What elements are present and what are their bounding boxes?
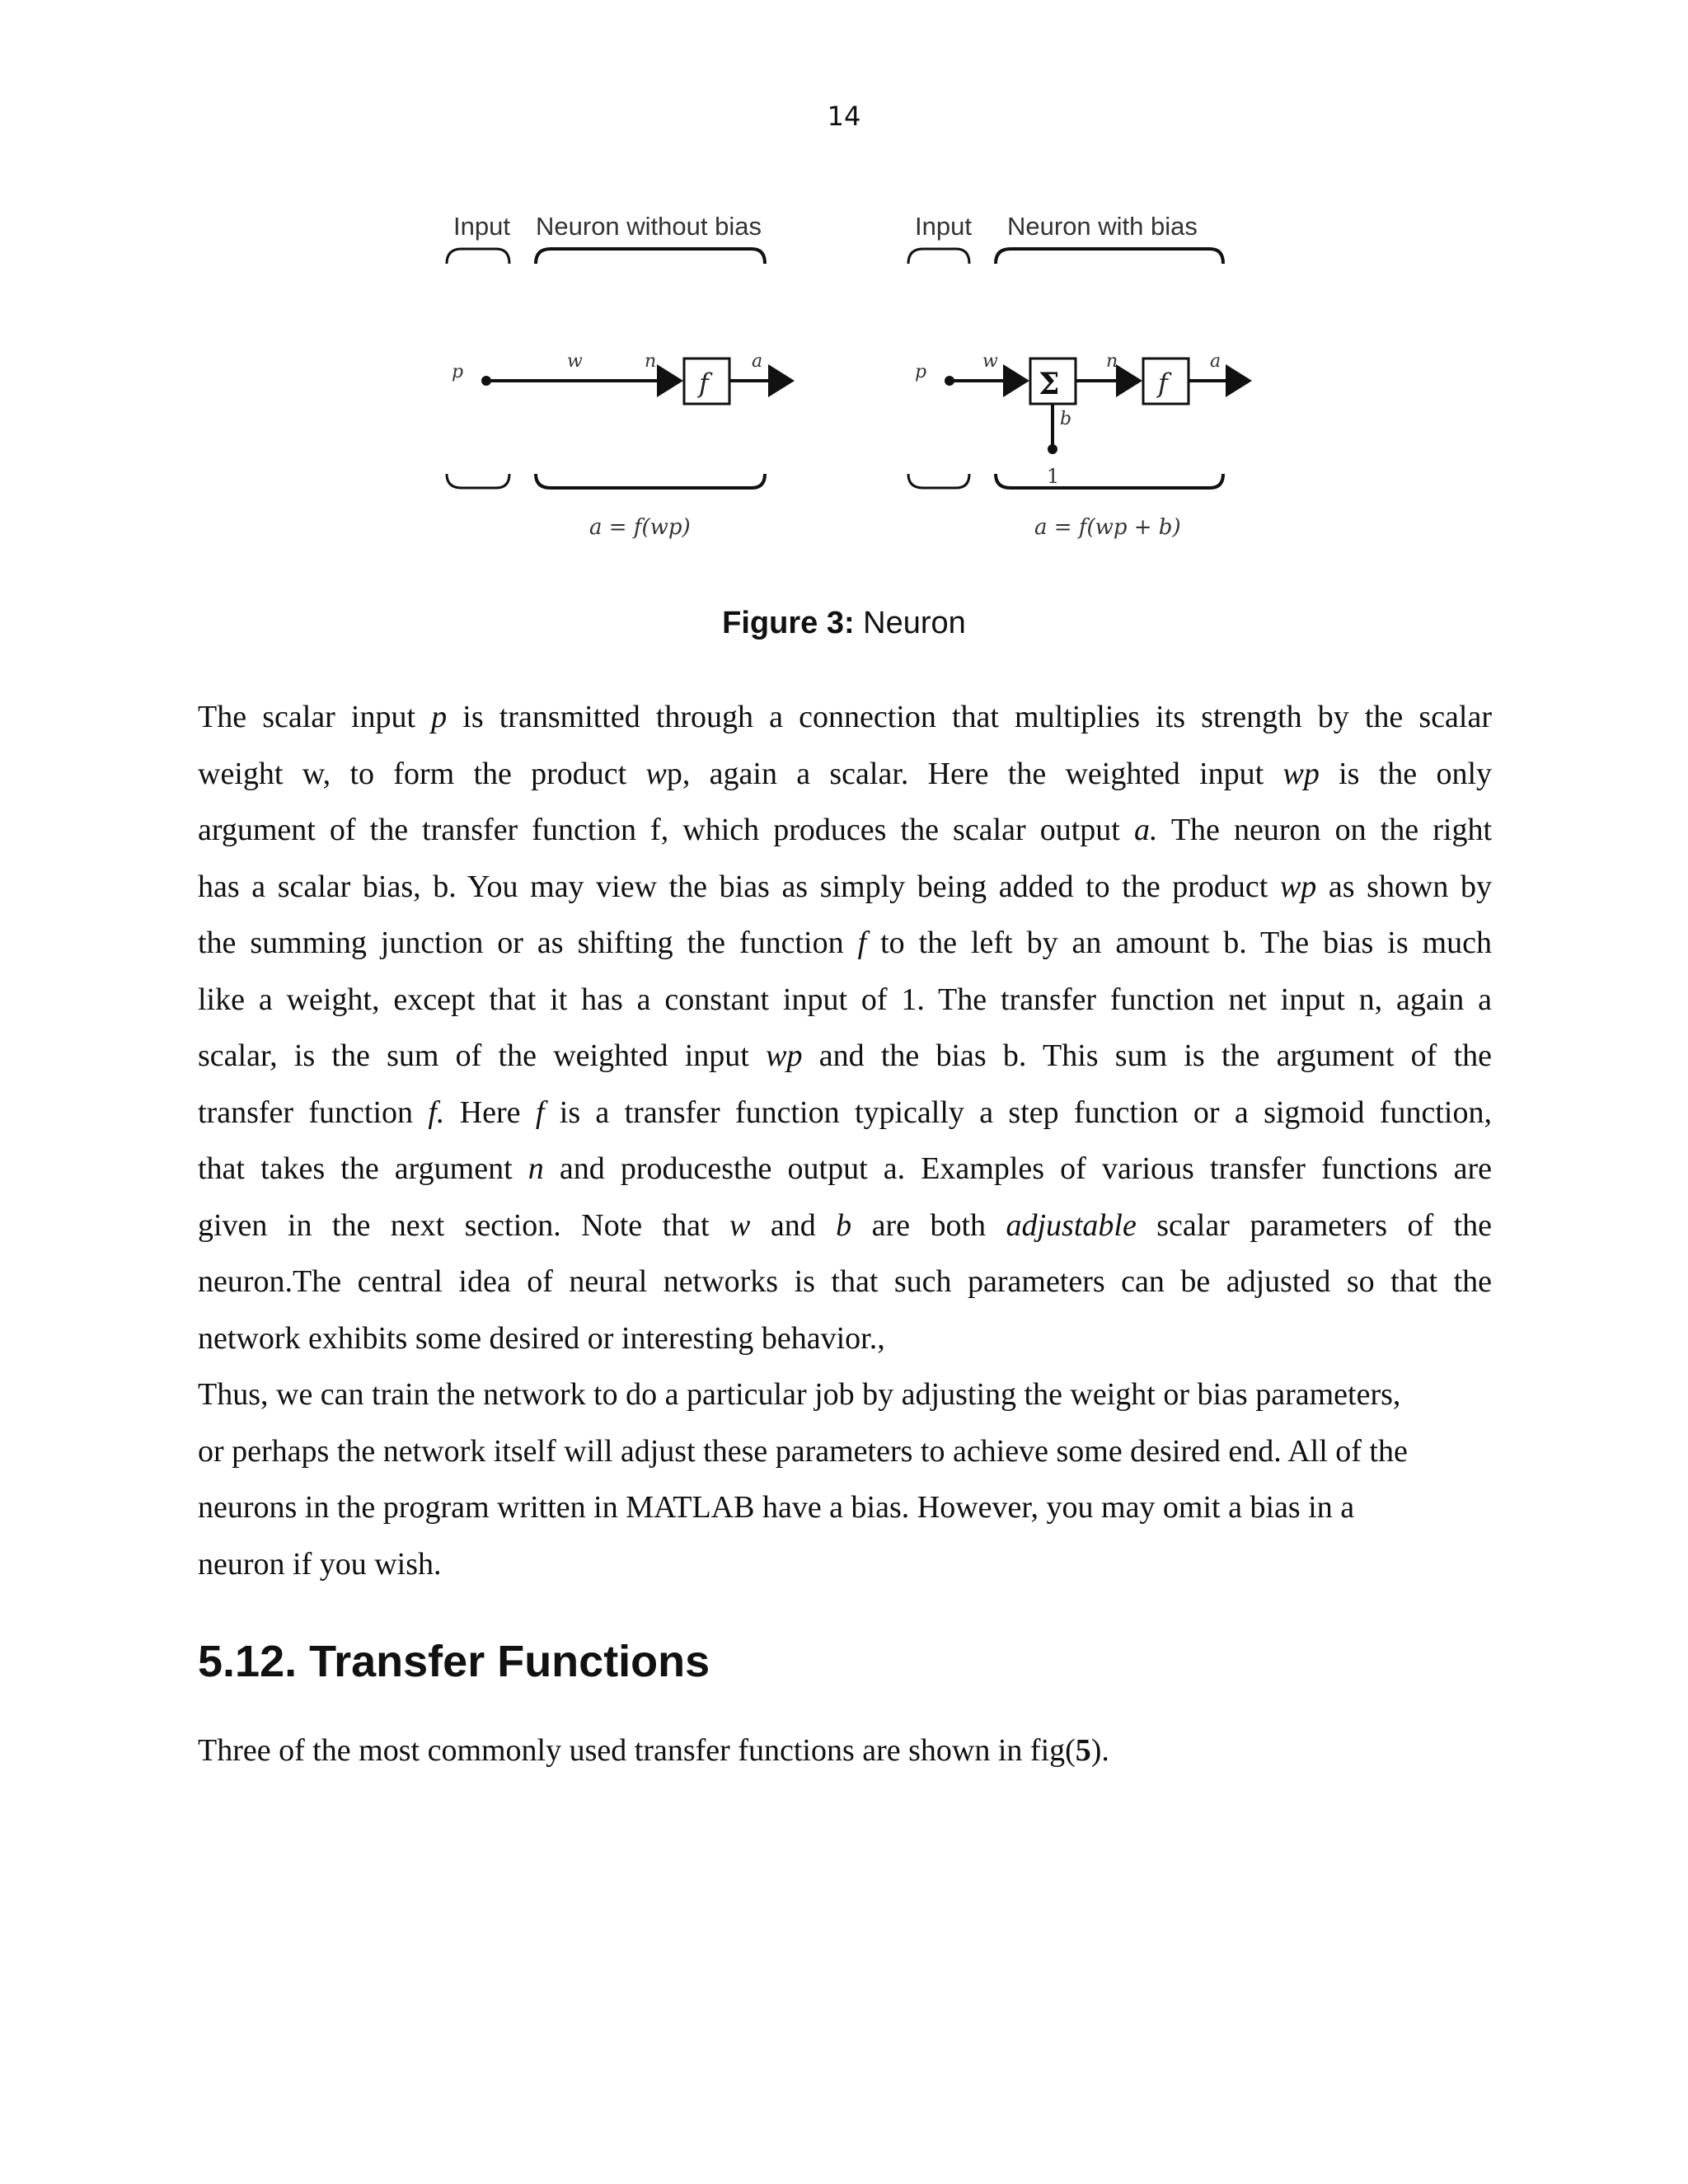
right-input-label: Input xyxy=(915,212,972,241)
text-line: weight w, to form the product wp, again a scalar. Here the weighted input wp is the only xyxy=(198,756,1493,791)
right-equation: a = f(wp + b) xyxy=(1034,515,1181,540)
text-line: Three of the most commonly used transfer functions are shown in fig(5). xyxy=(198,1733,1109,1768)
italic-text: wp xyxy=(766,1038,803,1073)
right-var-n: n xyxy=(1106,351,1118,372)
text-line: The scalar input p is transmitted through a connection that multiplies its strength by the scalar xyxy=(198,700,1493,734)
right-var-f: f xyxy=(1158,368,1168,399)
text-line: neuron.The central idea of neural networks is that such parameters can be adjusted so that the xyxy=(198,1264,1492,1299)
text-line: neurons in the program written in MATLAB have a bias. However, you may omit a bias in a xyxy=(198,1490,1355,1525)
left-var-n: n xyxy=(645,351,657,372)
bias-input-one: 1 xyxy=(1047,465,1060,488)
italic-text: n xyxy=(528,1151,544,1186)
right-neuron-brace-bottom xyxy=(996,474,1223,488)
right-neuron-label: Neuron with bias xyxy=(1007,212,1198,241)
left-neuron-brace-bottom xyxy=(536,474,765,488)
paragraph-training xyxy=(198,1366,1492,1592)
right-input-brace-top xyxy=(908,249,969,264)
section-heading: 5.12. Transfer Functions xyxy=(198,1637,710,1686)
paragraph-neuron-explanation xyxy=(198,689,1492,1366)
text-line: scalar, is the sum of the weighted input wp and the bias b. This sum is the argument of the xyxy=(198,1038,1492,1073)
left-input-brace-top xyxy=(447,249,509,264)
neuron-figure xyxy=(429,198,1286,560)
right-var-a: a xyxy=(1210,351,1221,372)
bias-input-dot xyxy=(1048,444,1057,454)
text-line: given in the next section. Note that w and b are both adjustable scalar parameters of the xyxy=(198,1207,1492,1243)
text-line: transfer function f. Here f is a transfer function typically a step function or a sigmoid function, xyxy=(198,1094,1492,1130)
text-line: or perhaps the network itself will adjust these parameters to achieve some desired end. All of the xyxy=(198,1433,1408,1469)
bold-text: 5 xyxy=(1075,1733,1091,1768)
right-neuron-brace-top xyxy=(996,249,1223,264)
text-line: the summing junction or as shifting the function f to the left by an amount b. The bias is much xyxy=(198,926,1492,960)
right-var-b: b xyxy=(1060,409,1072,429)
left-var-f: f xyxy=(699,368,709,399)
text-line: Thus, we can train the network to do a particular job by adjusting the weight or bias parameters, xyxy=(198,1377,1401,1412)
italic-text: f. xyxy=(428,1094,445,1130)
figure-caption xyxy=(0,606,1688,641)
text-line: neuron if you wish. xyxy=(198,1546,442,1582)
left-var-p: p xyxy=(452,362,464,382)
italic-text: p xyxy=(431,700,448,734)
left-var-a: a xyxy=(752,351,763,372)
italic-text: b xyxy=(836,1207,852,1243)
italic-text: f xyxy=(857,926,867,960)
right-var-w: w xyxy=(982,351,998,372)
left-input-brace-bottom xyxy=(447,474,509,488)
left-var-w: w xyxy=(567,351,583,372)
text-line: argument of the transfer function f, which produces the scalar output a. The neuron on the right xyxy=(198,813,1493,847)
left-neuron-brace-top xyxy=(536,249,765,264)
text-line: network exhibits some desired or interesting behavior., xyxy=(198,1320,885,1356)
figure-caption-label: Figure 3: xyxy=(722,606,855,640)
neuron-with-bias-diagram xyxy=(908,212,1249,540)
italic-text: a. xyxy=(1133,813,1158,847)
left-neuron-label: Neuron without bias xyxy=(536,212,762,241)
italic-text: wp xyxy=(1282,756,1320,791)
italic-text: w xyxy=(645,756,667,791)
sum-symbol: Σ xyxy=(1039,367,1060,401)
right-input-brace-bottom xyxy=(908,474,969,488)
text-line: like a weight, except that it has a constant input of 1. The transfer function net input n, again a xyxy=(198,982,1492,1017)
left-equation: a = f(wp) xyxy=(589,515,691,540)
left-input-label: Input xyxy=(453,212,510,241)
text-line: has a scalar bias, b. You may view the bias as simply being added to the product wp as shown by xyxy=(198,869,1492,904)
neuron-without-bias-diagram xyxy=(447,212,791,540)
italic-text: wp xyxy=(1279,869,1317,904)
italic-text: f xyxy=(535,1094,545,1130)
italic-text: w xyxy=(729,1207,751,1243)
text-line: that takes the argument n and producesthe output a. Examples of various transfer functions are xyxy=(198,1151,1492,1186)
page-number: 14 xyxy=(827,101,861,132)
right-var-p: p xyxy=(915,362,927,382)
italic-text: adjustable xyxy=(1006,1207,1137,1243)
paragraph-transfer-functions xyxy=(198,1722,1492,1779)
figure-caption-text: Neuron xyxy=(854,606,966,640)
